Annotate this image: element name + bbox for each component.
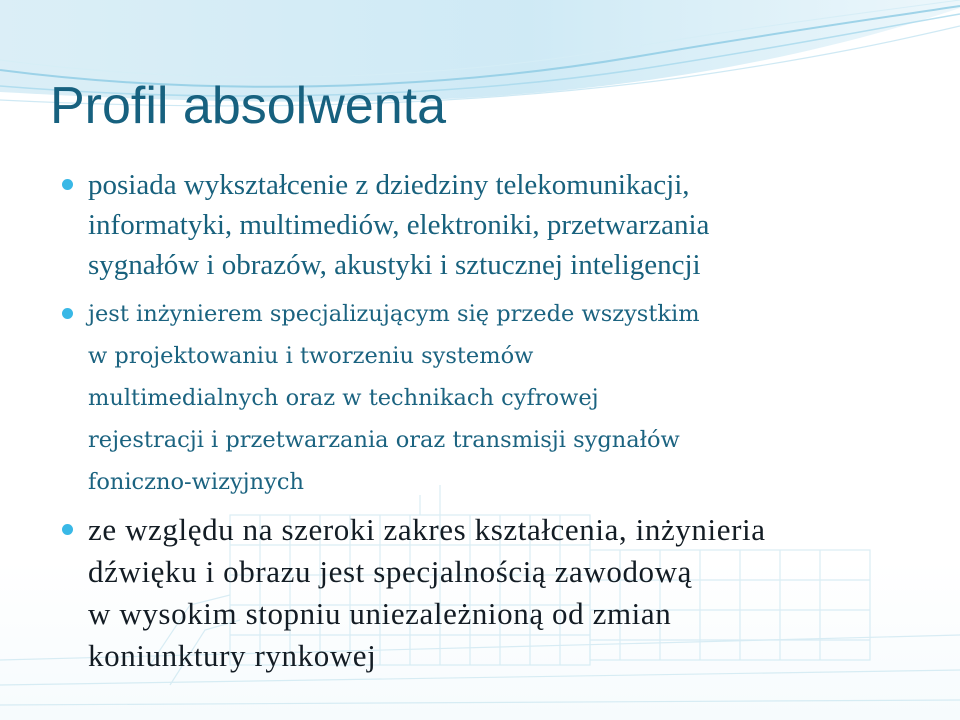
bullet-text-line: foniczno-wizyjnych — [88, 469, 304, 495]
bullet-item-specialization — [62, 293, 922, 503]
bullet-item-education — [62, 165, 922, 285]
bullet-text-line: koniunktury rynkowej — [88, 638, 377, 673]
bullet-text-line: dźwięku i obrazu jest specjalnością zawodową — [88, 554, 692, 589]
bullet-text-line: jest inżynierem specjalizującym się przede wszystkim — [88, 301, 700, 327]
bullet-text-line: w wysokim stopniu uniezależnioną od zmian — [88, 596, 672, 631]
bullet-dot-icon — [62, 308, 73, 319]
slide-title: Profil absolwenta — [50, 77, 446, 135]
bullet-list — [62, 165, 922, 677]
bullet-text-line: ze względu na szeroki zakres kształcenia, inżynieria — [88, 512, 766, 547]
bullet-text-line: informatyki, multimediów, elektroniki, przetwarzania — [88, 209, 710, 241]
bullet-text-line: w projektowaniu i tworzeniu systemów — [88, 343, 534, 369]
bullet-dot-icon — [62, 524, 73, 535]
bullet-item-independence — [62, 509, 922, 677]
bullet-text-line: multimedialnych oraz w technikach cyfrowej — [88, 385, 599, 411]
bullet-text-line: rejestracji i przetwarzania oraz transmisji sygnałów — [88, 427, 680, 453]
bullet-dot-icon — [62, 179, 73, 190]
bullet-text-line: sygnałów i obrazów, akustyki i sztucznej inteligencji — [88, 249, 701, 281]
bullet-text-line: posiada wykształcenie z dziedziny telekomunikacji, — [88, 169, 690, 201]
